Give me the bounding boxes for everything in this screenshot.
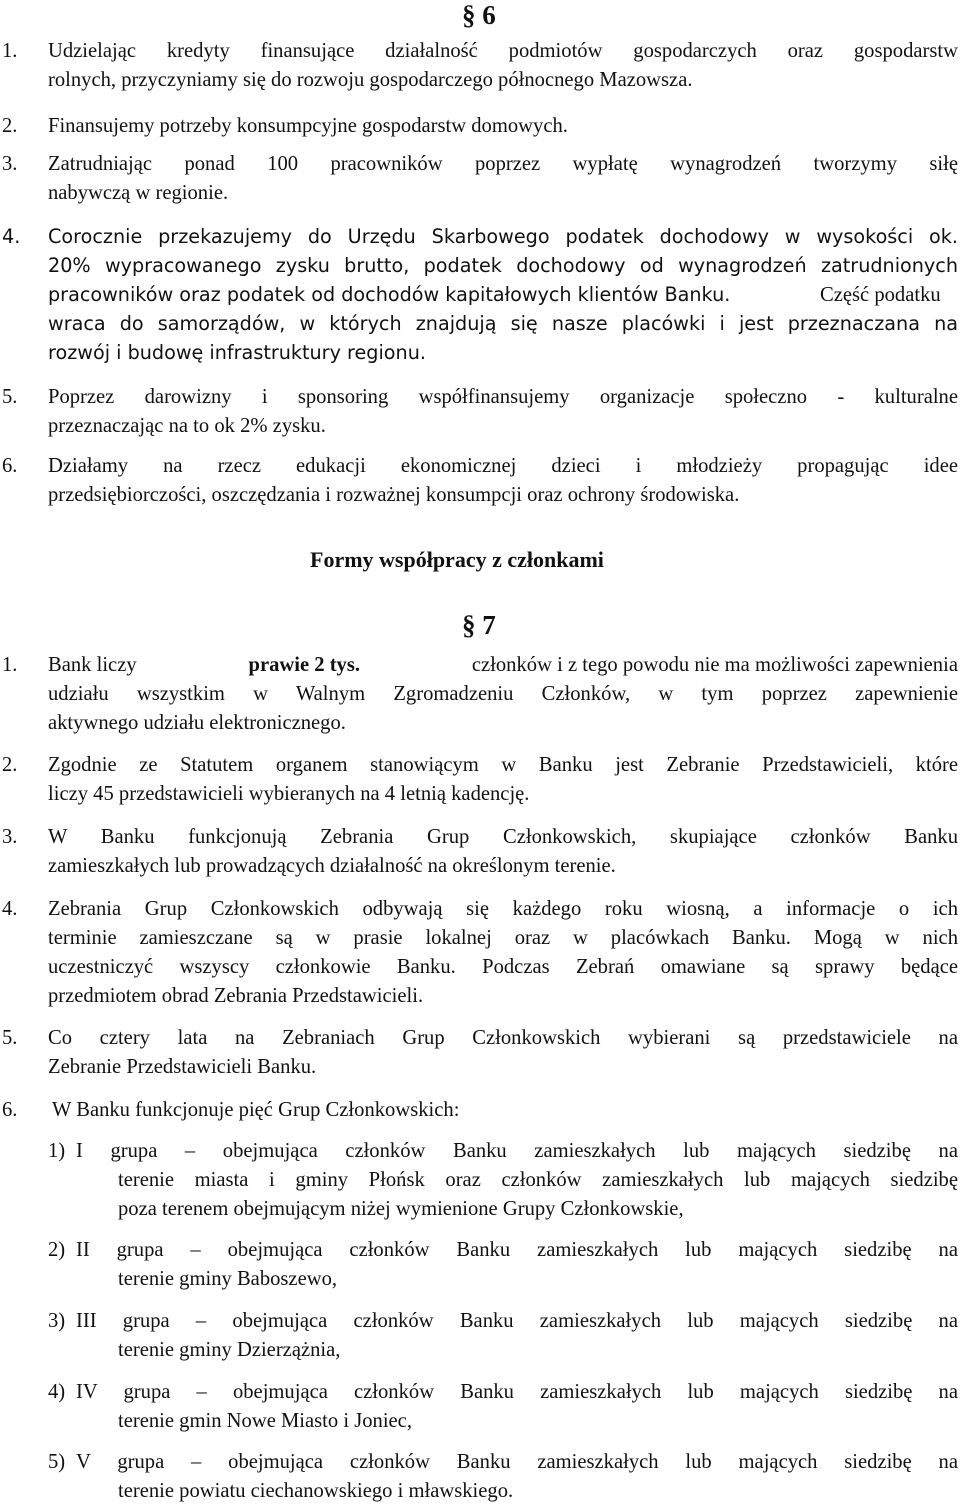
group-text: III grupa – obejmująca członków Banku zamieszkałych lub mających siedzibę na <box>76 1310 958 1332</box>
list-item-text: W Banku funkcjonują Zebrania Grup Członkowskich, skupiające członków Banku <box>48 826 958 848</box>
list-number: 4. <box>2 898 18 920</box>
group-number: 4) <box>48 1381 66 1403</box>
list-number: 2. <box>2 754 18 776</box>
group-number: 3) <box>48 1310 66 1332</box>
list-item-text: Zebrania Grup Członkowskich odbywają się każdego roku wiosną, a informacje o ich <box>48 898 958 920</box>
list-item-text: Poprzez darowizny i sponsoring współfinansujemy organizacje społeczno - kulturalne <box>48 386 958 408</box>
list-number: 1. <box>2 40 18 62</box>
section-7-sign: § 7 <box>462 610 496 640</box>
list-item-text: Zgodnie ze Statutem organem stanowiącym w Banku jest Zebranie Przedstawicieli, które <box>48 754 958 776</box>
section-heading: Formy współpracy z członkami <box>310 547 604 572</box>
list-item-text: Corocznie przekazujemy do Urzędu Skarbowego podatek dochodowy w wysokości ok. <box>48 225 958 248</box>
text-run: Bank liczy <box>48 654 137 676</box>
list-number: 6. <box>2 1099 18 1121</box>
group-text: I grupa – obejmująca członków Banku zamieszkałych lub mających siedzibę na <box>76 1140 958 1162</box>
group-text: IV grupa – obejmująca członków Banku zamieszkałych lub mających siedzibę na <box>76 1381 958 1403</box>
group-number: 5) <box>48 1451 66 1473</box>
section-6-sign: § 6 <box>462 0 496 30</box>
list-item-text: przeznaczając na to ok 2% zysku. <box>48 415 326 437</box>
list-item-text: Część podatku <box>820 284 941 306</box>
list-item-text: pracowników oraz podatek od dochodów kapitałowych klientów Banku. <box>48 283 731 306</box>
list-number: 6. <box>2 455 18 477</box>
list-item-text: rozwój i budowę infrastruktury regionu. <box>48 341 426 364</box>
list-item-text: Co cztery lata na Zebraniach Grup Członkowskich wybierani są przedstawiciele na <box>48 1027 958 1049</box>
list-item-text <box>48 655 958 676</box>
list-number: 1. <box>2 654 18 676</box>
list-item-text: nabywczą w regionie. <box>48 182 229 204</box>
group-text: terenie gminy Baboszewo, <box>118 1268 338 1290</box>
list-item-text: Działamy na rzecz edukacji ekonomicznej dzieci i młodzieży propagując idee <box>48 455 958 477</box>
group-number: 2) <box>48 1239 66 1261</box>
list-number: 5. <box>2 1027 18 1049</box>
text-run-bold: prawie 2 tys. <box>248 654 361 676</box>
group-number: 1) <box>48 1140 66 1162</box>
group-text: poza terenem obejmującym niżej wymienione Grupy Członkowskie, <box>118 1198 684 1220</box>
list-number: 2. <box>2 115 18 137</box>
list-item-text: rolnych, przyczyniamy się do rozwoju gospodarczego północnego Mazowsza. <box>48 69 693 91</box>
list-item-text: udziału wszystkim w Walnym Zgromadzeniu Członków, w tym poprzez zapewnienie <box>48 683 958 705</box>
list-item-text: terminie zamieszczane są w prasie lokalnej oraz w placówkach Banku. Mogą w nich <box>48 927 958 949</box>
group-text: terenie powiatu ciechanowskiego i mławskiego. <box>118 1480 514 1502</box>
list-item-text: zamieszkałych lub prowadzących działalność na określonym terenie. <box>48 855 616 877</box>
list-item-text: liczy 45 przedstawicieli wybieranych na 4 letnią kadencję. <box>48 783 530 805</box>
group-text: V grupa – obejmująca członków Banku zamieszkałych lub mających siedzibę na <box>76 1451 958 1473</box>
list-item-text: aktywnego udziału elektronicznego. <box>48 712 346 734</box>
group-text: terenie gminy Dzierzążnia, <box>118 1339 341 1361</box>
group-text: terenie miasta i gminy Płońsk oraz członków zamieszkałych lub mających siedzibę <box>118 1169 958 1191</box>
list-number: 5. <box>2 386 18 408</box>
list-item-text: uczestniczyć wszyscy członkowie Banku. Podczas Zebrań omawiane są sprawy będące <box>48 956 958 978</box>
list-item-text: Finansujemy potrzeby konsumpcyjne gospodarstw domowych. <box>48 115 568 137</box>
list-item-text: wraca do samorządów, w których znajdują się nasze placówki i jest przeznaczana na <box>48 312 958 335</box>
list-number: 3. <box>2 826 18 848</box>
group-text: terenie gmin Nowe Miasto i Joniec, <box>118 1410 412 1432</box>
list-item-text: przedmiotem obrad Zebrania Przedstawicieli. <box>48 985 424 1007</box>
group-text: II grupa – obejmująca członków Banku zamieszkałych lub mających siedzibę na <box>76 1239 958 1261</box>
list-item-text: 20% wypracowanego zysku brutto, podatek dochodowy od wynagrodzeń zatrudnionych <box>48 254 958 277</box>
list-number: 3. <box>2 153 18 175</box>
list-item-text: Zebranie Przedstawicieli Banku. <box>48 1056 317 1078</box>
list-item-text: Zatrudniając ponad 100 pracowników poprzez wypłatę wynagrodzeń tworzymy siłę <box>48 153 958 175</box>
list-item-text: przedsiębiorczości, oszczędzania i rozważnej konsumpcji oraz ochrony środowiska. <box>48 484 740 506</box>
list-item-text: W Banku funkcjonuje pięć Grup Członkowskich: <box>52 1099 460 1121</box>
list-item-text: Udzielając kredyty finansujące działalność podmiotów gospodarczych oraz gospodarstw <box>48 40 958 62</box>
list-number: 4. <box>2 225 21 248</box>
text-run: członków i z tego powodu nie ma możliwości zapewnienia <box>471 654 958 676</box>
